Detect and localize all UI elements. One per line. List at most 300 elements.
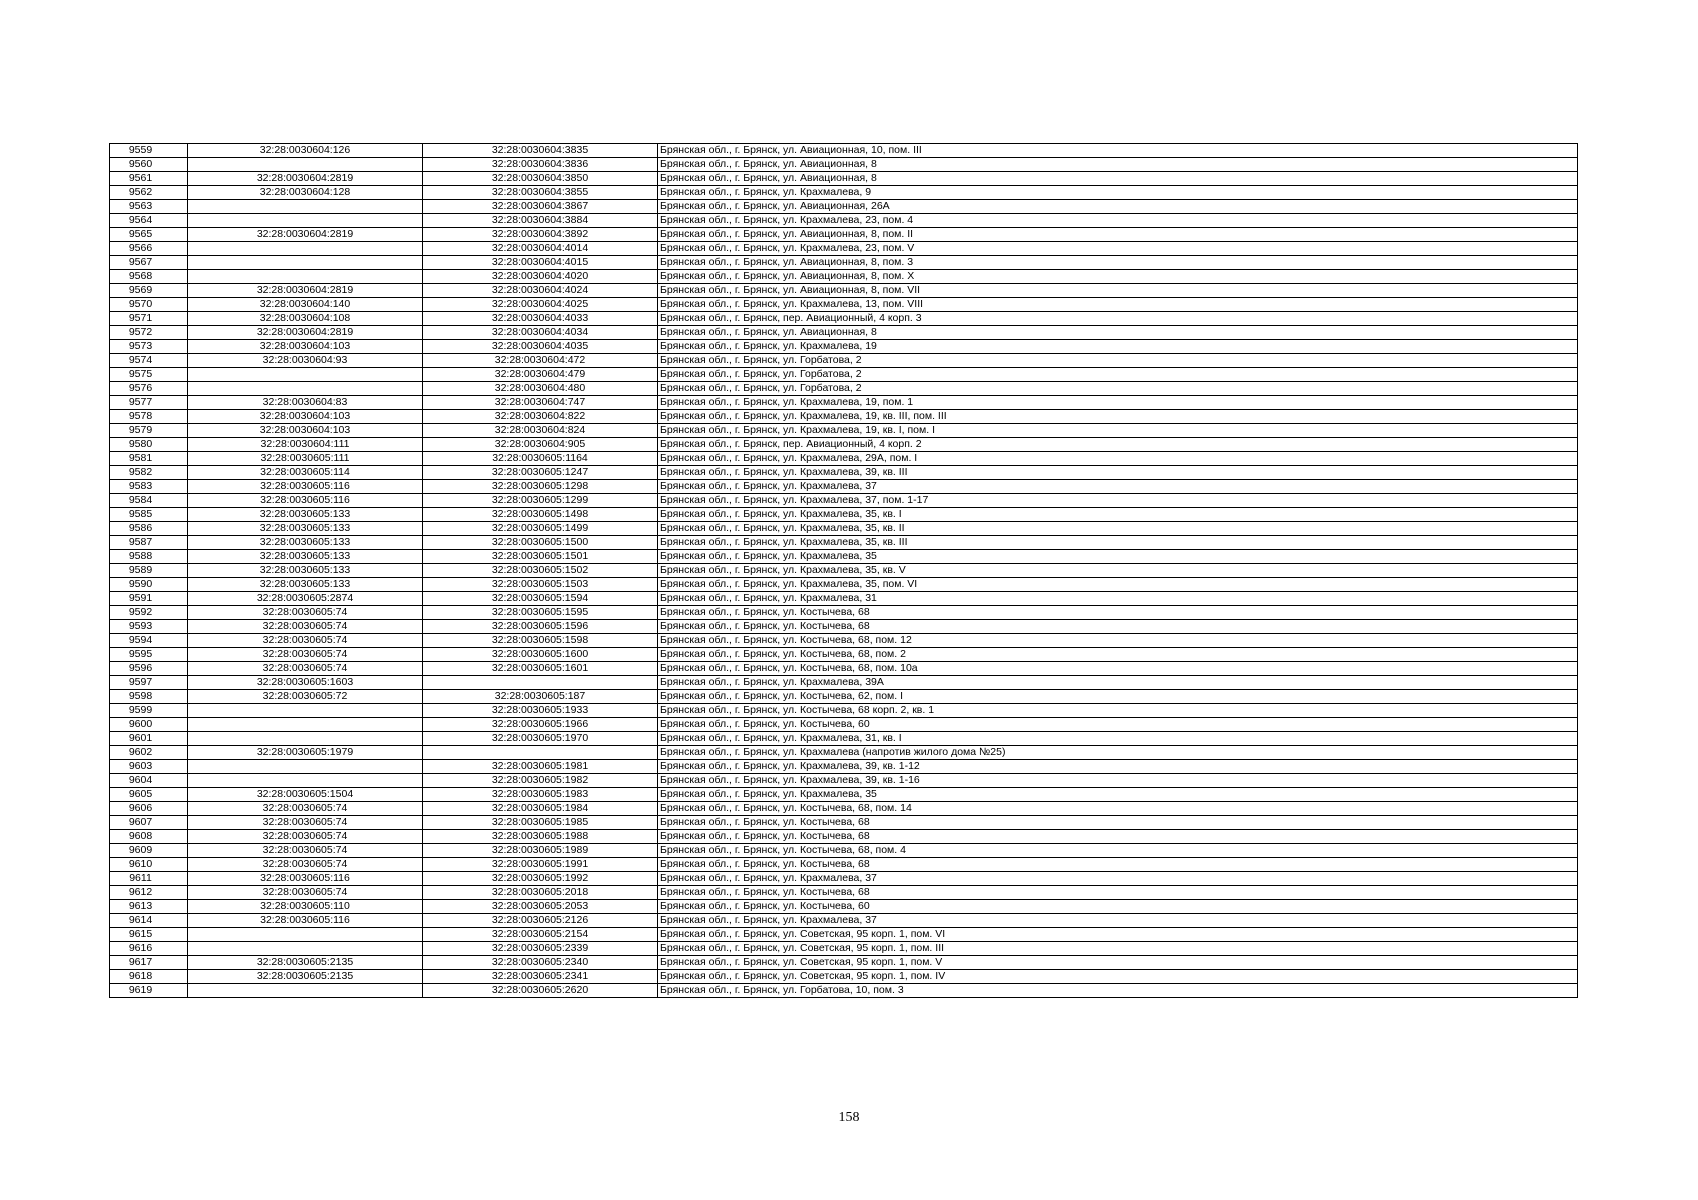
table-row <box>110 564 1578 578</box>
row-number-cell: 9589 <box>110 564 188 578</box>
table-row <box>110 900 1578 914</box>
row-number-cell: 9582 <box>110 466 188 480</box>
table-row <box>110 508 1578 522</box>
table-row <box>110 550 1578 564</box>
address-cell: Брянская обл., г. Брянск, ул. Крахмалева, 37 <box>658 872 1578 886</box>
parcel-number-cell: 32:28:0030605:116 <box>188 480 423 494</box>
parcel-number-cell <box>188 774 423 788</box>
object-number-cell: 32:28:0030605:1982 <box>423 774 658 788</box>
address-cell: Брянская обл., г. Брянск, ул. Крахмалева, 31, кв. I <box>658 732 1578 746</box>
address-cell: Брянская обл., г. Брянск, ул. Крахмалева, 9 <box>658 186 1578 200</box>
row-number-cell: 9586 <box>110 522 188 536</box>
address-cell: Брянская обл., г. Брянск, ул. Авиационная, 8 <box>658 158 1578 172</box>
address-cell: Брянская обл., г. Брянск, ул. Костычева, 60 <box>658 718 1578 732</box>
parcel-number-cell: 32:28:0030605:74 <box>188 858 423 872</box>
parcel-number-cell: 32:28:0030605:2135 <box>188 956 423 970</box>
row-number-cell: 9569 <box>110 284 188 298</box>
row-number-cell: 9578 <box>110 410 188 424</box>
table-row <box>110 340 1578 354</box>
row-number-cell: 9573 <box>110 340 188 354</box>
row-number-cell: 9566 <box>110 242 188 256</box>
table-row <box>110 326 1578 340</box>
registry-table <box>109 143 1578 998</box>
address-cell: Брянская обл., г. Брянск, пер. Авиационный, 4 корп. 3 <box>658 312 1578 326</box>
table-row <box>110 256 1578 270</box>
table-row <box>110 970 1578 984</box>
row-number-cell: 9613 <box>110 900 188 914</box>
address-cell: Брянская обл., г. Брянск, ул. Советская, 95 корп. 1, пом. III <box>658 942 1578 956</box>
object-number-cell: 32:28:0030604:472 <box>423 354 658 368</box>
row-number-cell: 9560 <box>110 158 188 172</box>
table-row <box>110 144 1578 158</box>
object-number-cell: 32:28:0030605:1970 <box>423 732 658 746</box>
parcel-number-cell <box>188 242 423 256</box>
row-number-cell: 9576 <box>110 382 188 396</box>
parcel-number-cell: 32:28:0030605:74 <box>188 886 423 900</box>
table-row <box>110 984 1578 998</box>
table-row <box>110 844 1578 858</box>
address-cell: Брянская обл., г. Брянск, ул. Советская, 95 корп. 1, пом. IV <box>658 970 1578 984</box>
object-number-cell: 32:28:0030605:1595 <box>423 606 658 620</box>
address-cell: Брянская обл., г. Брянск, ул. Авиационная, 8, пом. X <box>658 270 1578 284</box>
row-number-cell: 9595 <box>110 648 188 662</box>
row-number-cell: 9612 <box>110 886 188 900</box>
parcel-number-cell: 32:28:0030605:74 <box>188 844 423 858</box>
table-row <box>110 522 1578 536</box>
parcel-number-cell <box>188 704 423 718</box>
address-cell: Брянская обл., г. Брянск, ул. Крахмалева, 37 <box>658 480 1578 494</box>
parcel-number-cell: 32:28:0030605:72 <box>188 690 423 704</box>
parcel-number-cell <box>188 214 423 228</box>
row-number-cell: 9598 <box>110 690 188 704</box>
object-number-cell: 32:28:0030605:1985 <box>423 816 658 830</box>
row-number-cell: 9603 <box>110 760 188 774</box>
row-number-cell: 9614 <box>110 914 188 928</box>
row-number-cell: 9581 <box>110 452 188 466</box>
address-cell: Брянская обл., г. Брянск, ул. Крахмалева, 19 <box>658 340 1578 354</box>
row-number-cell: 9615 <box>110 928 188 942</box>
parcel-number-cell: 32:28:0030605:110 <box>188 900 423 914</box>
table-row <box>110 760 1578 774</box>
address-cell: Брянская обл., г. Брянск, ул. Крахмалева, 35 <box>658 550 1578 564</box>
table-row <box>110 914 1578 928</box>
object-number-cell: 32:28:0030604:3850 <box>423 172 658 186</box>
object-number-cell: 32:28:0030604:4024 <box>423 284 658 298</box>
row-number-cell: 9590 <box>110 578 188 592</box>
table-row <box>110 648 1578 662</box>
address-cell: Брянская обл., г. Брянск, ул. Крахмалева, 35, кв. I <box>658 508 1578 522</box>
address-cell: Брянская обл., г. Брянск, ул. Крахмалева, 35 <box>658 788 1578 802</box>
parcel-number-cell: 32:28:0030604:128 <box>188 186 423 200</box>
address-cell: Брянская обл., г. Брянск, ул. Костычева, 68 <box>658 606 1578 620</box>
address-cell: Брянская обл., г. Брянск, ул. Костычева, 68, пом. 10а <box>658 662 1578 676</box>
parcel-number-cell: 32:28:0030605:74 <box>188 802 423 816</box>
table-row <box>110 690 1578 704</box>
row-number-cell: 9607 <box>110 816 188 830</box>
object-number-cell: 32:28:0030605:1933 <box>423 704 658 718</box>
object-number-cell: 32:28:0030604:480 <box>423 382 658 396</box>
row-number-cell: 9570 <box>110 298 188 312</box>
table-row <box>110 466 1578 480</box>
row-number-cell: 9601 <box>110 732 188 746</box>
object-number-cell: 32:28:0030604:4020 <box>423 270 658 284</box>
parcel-number-cell: 32:28:0030605:74 <box>188 662 423 676</box>
row-number-cell: 9606 <box>110 802 188 816</box>
parcel-number-cell <box>188 928 423 942</box>
row-number-cell: 9616 <box>110 942 188 956</box>
object-number-cell: 32:28:0030604:4015 <box>423 256 658 270</box>
object-number-cell: 32:28:0030605:1164 <box>423 452 658 466</box>
table-row <box>110 746 1578 760</box>
address-cell: Брянская обл., г. Брянск, ул. Крахмалева, 39, кв. 1-16 <box>658 774 1578 788</box>
address-cell: Брянская обл., г. Брянск, ул. Крахмалева, 39, кв. III <box>658 466 1578 480</box>
parcel-number-cell: 32:28:0030604:108 <box>188 312 423 326</box>
object-number-cell: 32:28:0030605:187 <box>423 690 658 704</box>
object-number-cell: 32:28:0030605:2620 <box>423 984 658 998</box>
address-cell: Брянская обл., г. Брянск, ул. Горбатова, 2 <box>658 368 1578 382</box>
object-number-cell: 32:28:0030605:1989 <box>423 844 658 858</box>
table-row <box>110 578 1578 592</box>
table-row <box>110 452 1578 466</box>
object-number-cell: 32:28:0030605:1988 <box>423 830 658 844</box>
table-row <box>110 312 1578 326</box>
parcel-number-cell <box>188 760 423 774</box>
object-number-cell: 32:28:0030605:1503 <box>423 578 658 592</box>
object-number-cell: 32:28:0030605:1502 <box>423 564 658 578</box>
object-number-cell: 32:28:0030605:2339 <box>423 942 658 956</box>
parcel-number-cell: 32:28:0030604:140 <box>188 298 423 312</box>
address-cell: Брянская обл., г. Брянск, ул. Крахмалева, 37, пом. 1-17 <box>658 494 1578 508</box>
table-row <box>110 802 1578 816</box>
parcel-number-cell: 32:28:0030604:2819 <box>188 172 423 186</box>
parcel-number-cell: 32:28:0030604:93 <box>188 354 423 368</box>
object-number-cell: 32:28:0030604:4025 <box>423 298 658 312</box>
address-cell: Брянская обл., г. Брянск, ул. Крахмалева, 35, кв. V <box>658 564 1578 578</box>
address-cell: Брянская обл., г. Брянск, ул. Авиационная, 8 <box>658 326 1578 340</box>
object-number-cell: 32:28:0030604:479 <box>423 368 658 382</box>
row-number-cell: 9596 <box>110 662 188 676</box>
table-row <box>110 956 1578 970</box>
table-row <box>110 634 1578 648</box>
object-number-cell: 32:28:0030605:1500 <box>423 536 658 550</box>
object-number-cell: 32:28:0030605:1966 <box>423 718 658 732</box>
parcel-number-cell <box>188 382 423 396</box>
parcel-number-cell: 32:28:0030605:2135 <box>188 970 423 984</box>
address-cell: Брянская обл., г. Брянск, ул. Авиационная, 26А <box>658 200 1578 214</box>
table-row <box>110 200 1578 214</box>
row-number-cell: 9585 <box>110 508 188 522</box>
row-number-cell: 9567 <box>110 256 188 270</box>
address-cell: Брянская обл., г. Брянск, ул. Крахмалева, 37 <box>658 914 1578 928</box>
object-number-cell: 32:28:0030605:2053 <box>423 900 658 914</box>
parcel-number-cell: 32:28:0030605:74 <box>188 634 423 648</box>
parcel-number-cell: 32:28:0030605:74 <box>188 648 423 662</box>
parcel-number-cell <box>188 368 423 382</box>
row-number-cell: 9610 <box>110 858 188 872</box>
object-number-cell: 32:28:0030605:1984 <box>423 802 658 816</box>
row-number-cell: 9602 <box>110 746 188 760</box>
object-number-cell: 32:28:0030605:1594 <box>423 592 658 606</box>
row-number-cell: 9572 <box>110 326 188 340</box>
address-cell: Брянская обл., г. Брянск, ул. Костычева, 68, пом. 12 <box>658 634 1578 648</box>
address-cell: Брянская обл., г. Брянск, ул. Авиационная, 8 <box>658 172 1578 186</box>
address-cell: Брянская обл., г. Брянск, ул. Костычева, 68, пом. 14 <box>658 802 1578 816</box>
parcel-number-cell: 32:28:0030604:83 <box>188 396 423 410</box>
address-cell: Брянская обл., г. Брянск, ул. Горбатова, 10, пом. 3 <box>658 984 1578 998</box>
page-number: 158 <box>838 1110 860 1125</box>
parcel-number-cell <box>188 942 423 956</box>
object-number-cell: 32:28:0030605:1601 <box>423 662 658 676</box>
object-number-cell: 32:28:0030605:1598 <box>423 634 658 648</box>
row-number-cell: 9564 <box>110 214 188 228</box>
table-row <box>110 186 1578 200</box>
address-cell: Брянская обл., г. Брянск, ул. Крахмалева, 19, кв. I, пом. I <box>658 424 1578 438</box>
row-number-cell: 9583 <box>110 480 188 494</box>
row-number-cell: 9565 <box>110 228 188 242</box>
address-cell: Брянская обл., г. Брянск, ул. Крахмалева, 19, кв. III, пом. III <box>658 410 1578 424</box>
object-number-cell: 32:28:0030604:3836 <box>423 158 658 172</box>
table-row <box>110 718 1578 732</box>
address-cell: Брянская обл., г. Брянск, ул. Горбатова, 2 <box>658 382 1578 396</box>
parcel-number-cell: 32:28:0030605:1603 <box>188 676 423 690</box>
parcel-number-cell: 32:28:0030605:133 <box>188 522 423 536</box>
address-cell: Брянская обл., г. Брянск, ул. Советская, 95 корп. 1, пом. V <box>658 956 1578 970</box>
table-row <box>110 438 1578 452</box>
address-cell: Брянская обл., г. Брянск, ул. Костычева, 68 <box>658 886 1578 900</box>
table-row <box>110 732 1578 746</box>
row-number-cell: 9618 <box>110 970 188 984</box>
object-number-cell: 32:28:0030604:3855 <box>423 186 658 200</box>
object-number-cell: 32:28:0030605:1498 <box>423 508 658 522</box>
address-cell: Брянская обл., г. Брянск, ул. Крахмалева, 39, кв. 1-12 <box>658 760 1578 774</box>
table-row <box>110 214 1578 228</box>
parcel-number-cell <box>188 200 423 214</box>
parcel-number-cell: 32:28:0030605:74 <box>188 816 423 830</box>
object-number-cell: 32:28:0030604:747 <box>423 396 658 410</box>
parcel-number-cell: 32:28:0030605:74 <box>188 606 423 620</box>
address-cell: Брянская обл., г. Брянск, ул. Крахмалева, 39А <box>658 676 1578 690</box>
row-number-cell: 9611 <box>110 872 188 886</box>
object-number-cell: 32:28:0030605:1983 <box>423 788 658 802</box>
address-cell: Брянская обл., г. Брянск, ул. Костычева, 60 <box>658 900 1578 914</box>
object-number-cell: 32:28:0030604:3884 <box>423 214 658 228</box>
address-cell: Брянская обл., г. Брянск, ул. Крахмалева, 19, пом. 1 <box>658 396 1578 410</box>
row-number-cell: 9608 <box>110 830 188 844</box>
parcel-number-cell <box>188 718 423 732</box>
address-cell: Брянская обл., г. Брянск, ул. Костычева, 68, пом. 2 <box>658 648 1578 662</box>
object-number-cell: 32:28:0030605:2154 <box>423 928 658 942</box>
object-number-cell: 32:28:0030604:905 <box>423 438 658 452</box>
address-cell: Брянская обл., г. Брянск, ул. Костычева, 62, пом. I <box>658 690 1578 704</box>
row-number-cell: 9597 <box>110 676 188 690</box>
parcel-number-cell: 32:28:0030605:116 <box>188 914 423 928</box>
table-row <box>110 928 1578 942</box>
address-cell: Брянская обл., г. Брянск, ул. Авиационная, 8, пом. VII <box>658 284 1578 298</box>
table-row <box>110 158 1578 172</box>
row-number-cell: 9599 <box>110 704 188 718</box>
parcel-number-cell <box>188 984 423 998</box>
table-row <box>110 270 1578 284</box>
parcel-number-cell: 32:28:0030604:103 <box>188 424 423 438</box>
row-number-cell: 9592 <box>110 606 188 620</box>
address-cell: Брянская обл., г. Брянск, ул. Костычева, 68 <box>658 620 1578 634</box>
parcel-number-cell: 32:28:0030604:2819 <box>188 228 423 242</box>
address-cell: Брянская обл., г. Брянск, ул. Авиационная, 8, пом. 3 <box>658 256 1578 270</box>
parcel-number-cell: 32:28:0030604:126 <box>188 144 423 158</box>
parcel-number-cell: 32:28:0030605:133 <box>188 508 423 522</box>
object-number-cell: 32:28:0030604:4014 <box>423 242 658 256</box>
table-row <box>110 858 1578 872</box>
object-number-cell: 32:28:0030604:4034 <box>423 326 658 340</box>
table-row <box>110 872 1578 886</box>
table-row <box>110 774 1578 788</box>
row-number-cell: 9593 <box>110 620 188 634</box>
parcel-number-cell <box>188 732 423 746</box>
parcel-number-cell: 32:28:0030605:111 <box>188 452 423 466</box>
parcel-number-cell <box>188 270 423 284</box>
object-number-cell <box>423 746 658 760</box>
table-row <box>110 228 1578 242</box>
address-cell: Брянская обл., г. Брянск, ул. Крахмалева, 13, пом. VIII <box>658 298 1578 312</box>
table-row <box>110 354 1578 368</box>
table-row <box>110 606 1578 620</box>
row-number-cell: 9571 <box>110 312 188 326</box>
address-cell: Брянская обл., г. Брянск, ул. Крахмалева, 31 <box>658 592 1578 606</box>
row-number-cell: 9562 <box>110 186 188 200</box>
address-cell: Брянская обл., г. Брянск, ул. Костычева, 68 <box>658 830 1578 844</box>
address-cell: Брянская обл., г. Брянск, ул. Советская, 95 корп. 1, пом. VI <box>658 928 1578 942</box>
object-number-cell: 32:28:0030605:2341 <box>423 970 658 984</box>
object-number-cell: 32:28:0030605:2126 <box>423 914 658 928</box>
table-row <box>110 242 1578 256</box>
table-row <box>110 788 1578 802</box>
table-row <box>110 494 1578 508</box>
row-number-cell: 9559 <box>110 144 188 158</box>
object-number-cell: 32:28:0030604:4033 <box>423 312 658 326</box>
parcel-number-cell: 32:28:0030605:114 <box>188 466 423 480</box>
row-number-cell: 9600 <box>110 718 188 732</box>
row-number-cell: 9584 <box>110 494 188 508</box>
parcel-number-cell: 32:28:0030604:2819 <box>188 284 423 298</box>
address-cell: Брянская обл., г. Брянск, ул. Крахмалева, 35, пом. VI <box>658 578 1578 592</box>
table-row <box>110 172 1578 186</box>
row-number-cell: 9594 <box>110 634 188 648</box>
row-number-cell: 9604 <box>110 774 188 788</box>
table-row <box>110 620 1578 634</box>
parcel-number-cell: 32:28:0030605:116 <box>188 494 423 508</box>
table-row <box>110 816 1578 830</box>
object-number-cell: 32:28:0030605:1600 <box>423 648 658 662</box>
parcel-number-cell: 32:28:0030605:133 <box>188 564 423 578</box>
table-row <box>110 410 1578 424</box>
address-cell: Брянская обл., г. Брянск, ул. Крахмалева, 35, кв. III <box>658 536 1578 550</box>
table-row <box>110 480 1578 494</box>
address-cell: Брянская обл., г. Брянск, ул. Авиационная, 8, пом. II <box>658 228 1578 242</box>
object-number-cell: 32:28:0030604:3892 <box>423 228 658 242</box>
address-cell: Брянская обл., г. Брянск, ул. Костычева, 68 корп. 2, кв. 1 <box>658 704 1578 718</box>
table-row <box>110 536 1578 550</box>
table-row <box>110 424 1578 438</box>
row-number-cell: 9617 <box>110 956 188 970</box>
parcel-number-cell <box>188 158 423 172</box>
object-number-cell: 32:28:0030604:3835 <box>423 144 658 158</box>
table-row <box>110 942 1578 956</box>
parcel-number-cell: 32:28:0030605:1979 <box>188 746 423 760</box>
table-row <box>110 592 1578 606</box>
address-cell: Брянская обл., г. Брянск, ул. Горбатова, 2 <box>658 354 1578 368</box>
object-number-cell: 32:28:0030605:1499 <box>423 522 658 536</box>
address-cell: Брянская обл., г. Брянск, ул. Крахмалева, 23, пом. V <box>658 242 1578 256</box>
table-row <box>110 382 1578 396</box>
address-cell: Брянская обл., г. Брянск, ул. Крахмалева, 29А, пом. I <box>658 452 1578 466</box>
address-cell: Брянская обл., г. Брянск, ул. Костычева, 68 <box>658 816 1578 830</box>
table-row <box>110 284 1578 298</box>
row-number-cell: 9579 <box>110 424 188 438</box>
table-row <box>110 830 1578 844</box>
parcel-number-cell: 32:28:0030604:2819 <box>188 326 423 340</box>
object-number-cell: 32:28:0030605:1981 <box>423 760 658 774</box>
address-cell: Брянская обл., г. Брянск, ул. Костычева, 68, пом. 4 <box>658 844 1578 858</box>
address-cell: Брянская обл., г. Брянск, ул. Авиационная, 10, пом. III <box>658 144 1578 158</box>
row-number-cell: 9619 <box>110 984 188 998</box>
table-row <box>110 886 1578 900</box>
parcel-number-cell <box>188 256 423 270</box>
parcel-number-cell: 32:28:0030605:2874 <box>188 592 423 606</box>
object-number-cell: 32:28:0030605:2340 <box>423 956 658 970</box>
registry-table-body <box>110 144 1578 998</box>
row-number-cell: 9568 <box>110 270 188 284</box>
object-number-cell: 32:28:0030604:3867 <box>423 200 658 214</box>
address-cell: Брянская обл., г. Брянск, пер. Авиационный, 4 корп. 2 <box>658 438 1578 452</box>
table-row <box>110 662 1578 676</box>
row-number-cell: 9575 <box>110 368 188 382</box>
object-number-cell: 32:28:0030605:1596 <box>423 620 658 634</box>
row-number-cell: 9580 <box>110 438 188 452</box>
object-number-cell: 32:28:0030604:824 <box>423 424 658 438</box>
address-cell: Брянская обл., г. Брянск, ул. Костычева, 68 <box>658 858 1578 872</box>
row-number-cell: 9577 <box>110 396 188 410</box>
object-number-cell: 32:28:0030605:1991 <box>423 858 658 872</box>
row-number-cell: 9587 <box>110 536 188 550</box>
object-number-cell: 32:28:0030605:1299 <box>423 494 658 508</box>
parcel-number-cell: 32:28:0030605:133 <box>188 578 423 592</box>
table-row <box>110 704 1578 718</box>
parcel-number-cell: 32:28:0030604:103 <box>188 340 423 354</box>
row-number-cell: 9563 <box>110 200 188 214</box>
object-number-cell: 32:28:0030605:1501 <box>423 550 658 564</box>
table-row <box>110 676 1578 690</box>
object-number-cell: 32:28:0030605:2018 <box>423 886 658 900</box>
parcel-number-cell: 32:28:0030605:1504 <box>188 788 423 802</box>
table-row <box>110 396 1578 410</box>
parcel-number-cell: 32:28:0030605:74 <box>188 830 423 844</box>
address-cell: Брянская обл., г. Брянск, ул. Крахмалева (напротив жилого дома №25) <box>658 746 1578 760</box>
parcel-number-cell: 32:28:0030605:133 <box>188 536 423 550</box>
parcel-number-cell: 32:28:0030605:74 <box>188 620 423 634</box>
object-number-cell: 32:28:0030604:4035 <box>423 340 658 354</box>
table-row <box>110 298 1578 312</box>
row-number-cell: 9574 <box>110 354 188 368</box>
table-row <box>110 368 1578 382</box>
address-cell: Брянская обл., г. Брянск, ул. Крахмалева, 35, кв. II <box>658 522 1578 536</box>
row-number-cell: 9605 <box>110 788 188 802</box>
row-number-cell: 9591 <box>110 592 188 606</box>
object-number-cell: 32:28:0030605:1298 <box>423 480 658 494</box>
parcel-number-cell: 32:28:0030604:103 <box>188 410 423 424</box>
parcel-number-cell: 32:28:0030605:133 <box>188 550 423 564</box>
object-number-cell: 32:28:0030605:1992 <box>423 872 658 886</box>
row-number-cell: 9588 <box>110 550 188 564</box>
